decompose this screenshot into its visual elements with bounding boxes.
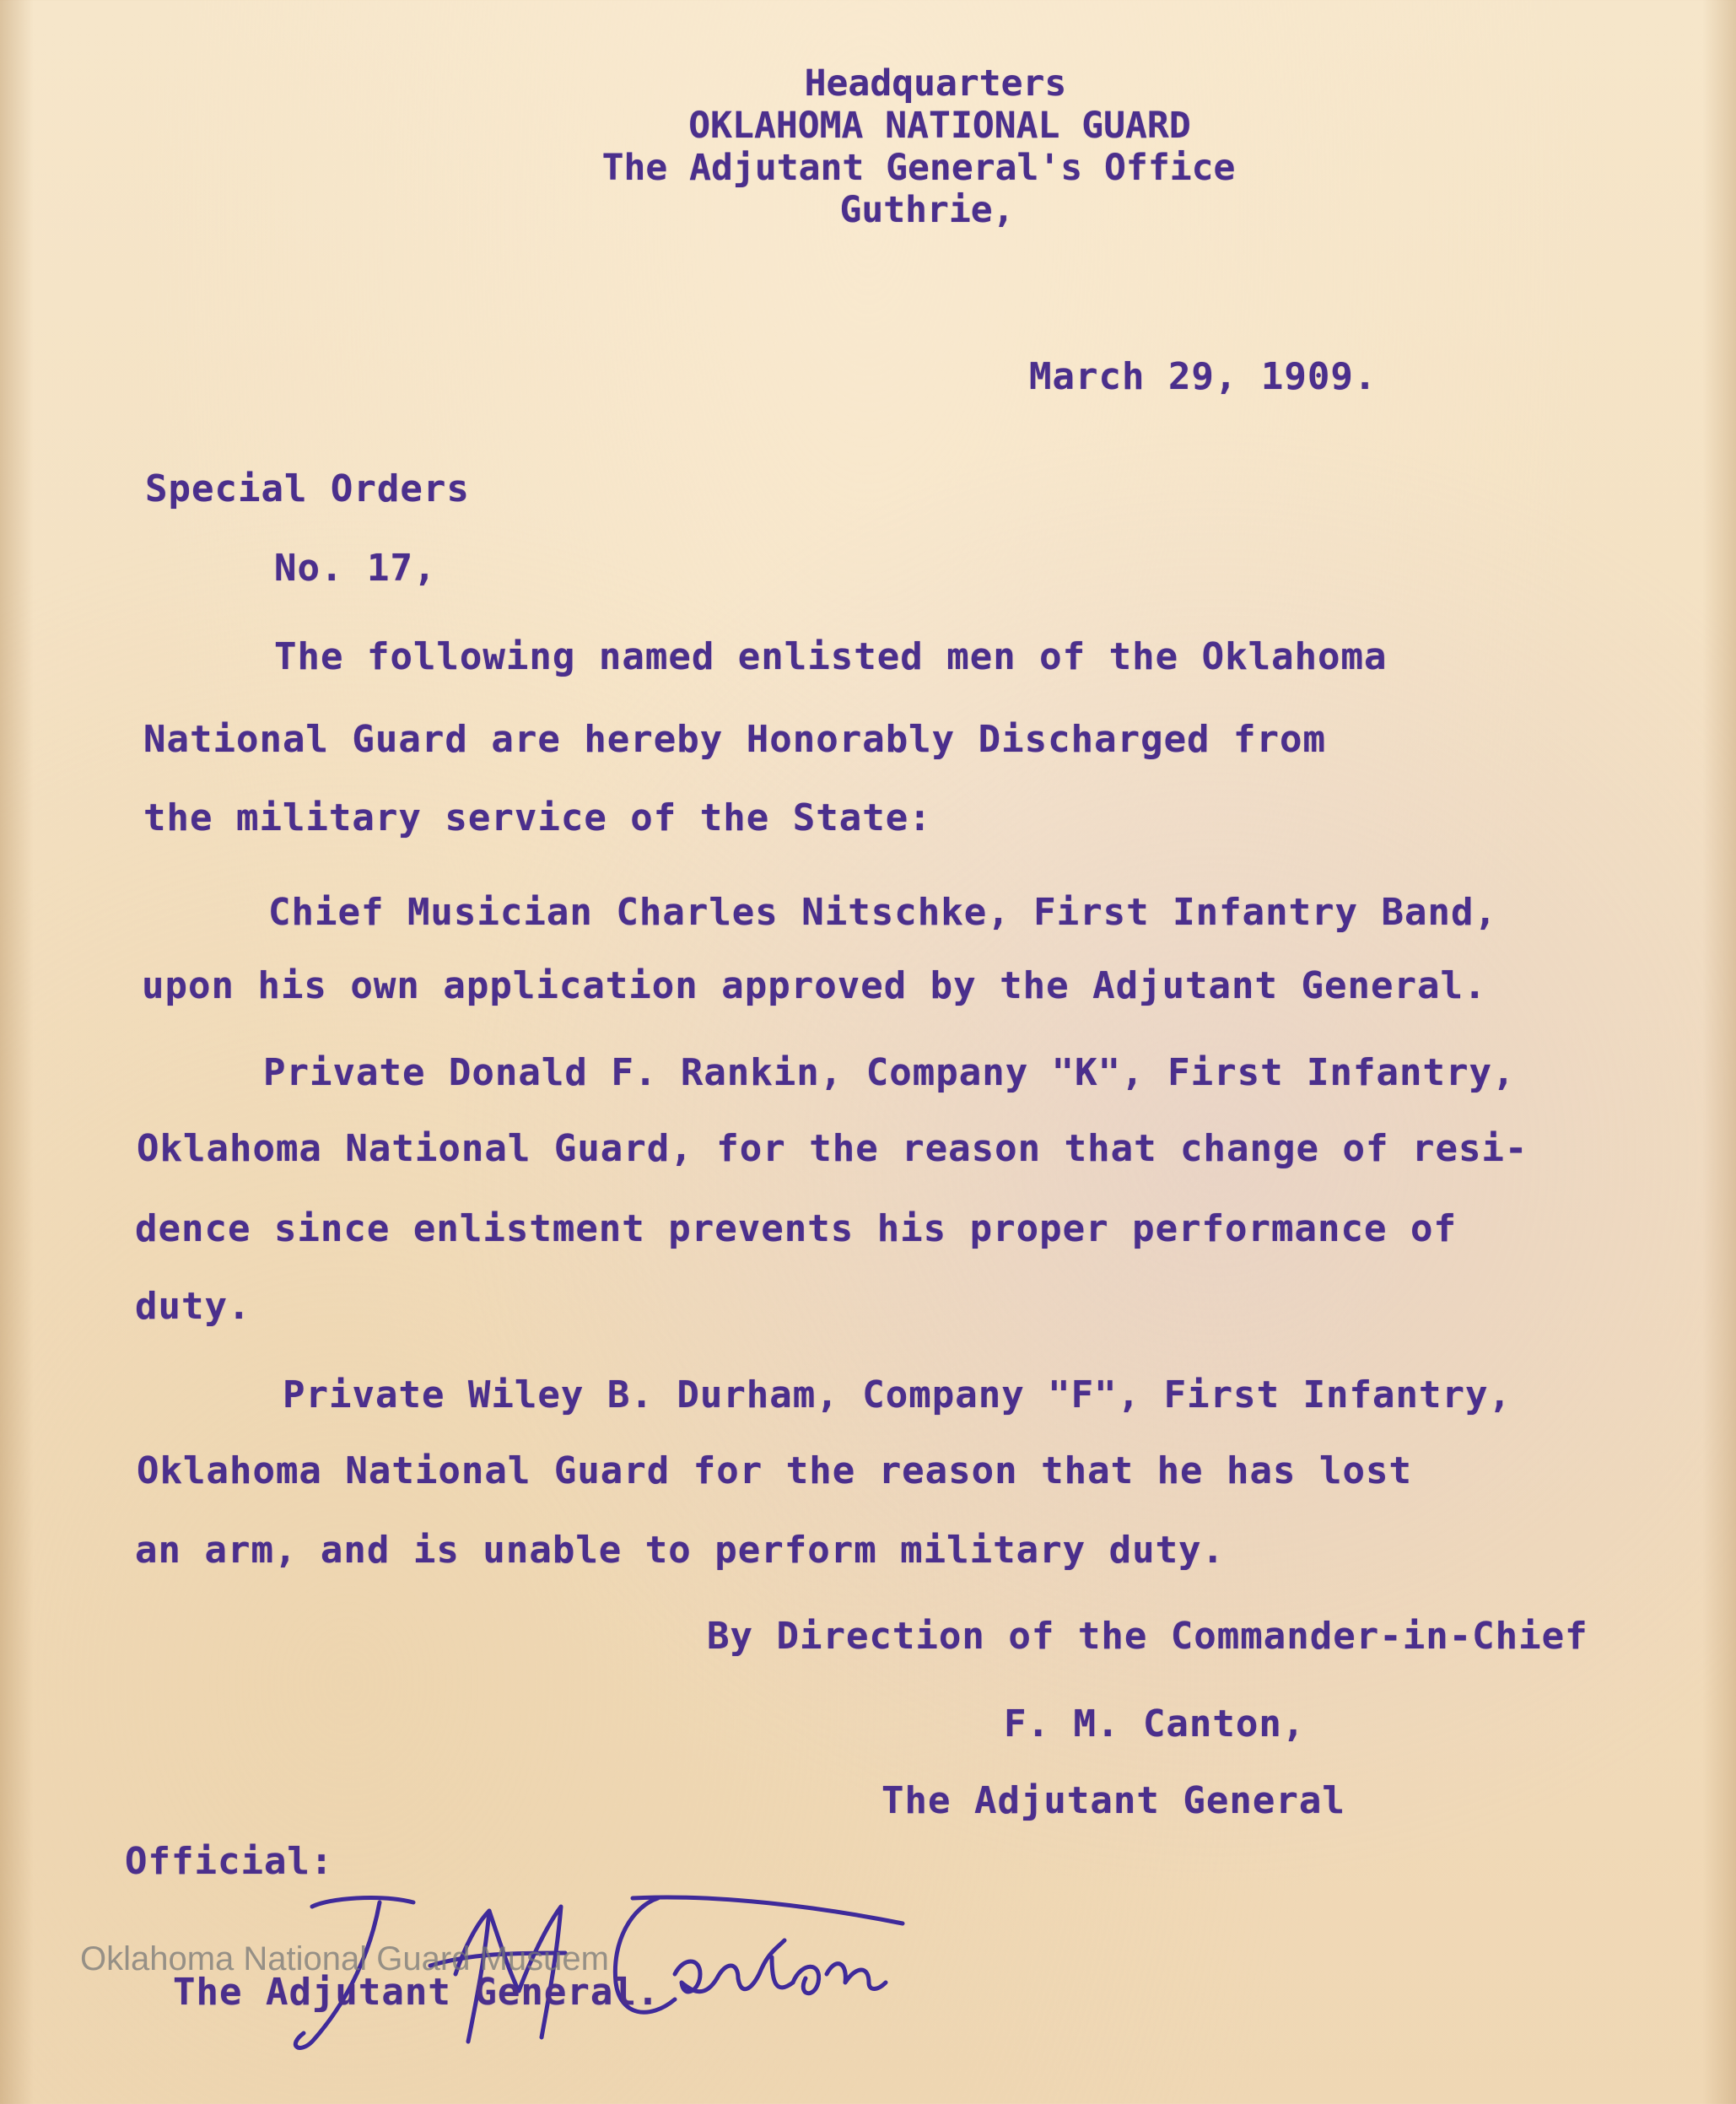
- entry2-line-4: duty.: [135, 1285, 251, 1328]
- entry1-line-1: Chief Musician Charles Nitschke, First Infantry Band,: [268, 891, 1497, 934]
- entry1-line-2: upon his own application approved by the Adjutant General.: [142, 964, 1487, 1007]
- document-date: March 29, 1909.: [1029, 355, 1377, 398]
- entry2-line-3: dence since enlistment prevents his proper performance of: [135, 1207, 1457, 1250]
- official-title: The Adjutant General.: [173, 1971, 660, 2014]
- closing-title: The Adjutant General: [881, 1779, 1345, 1822]
- closing-name: F. M. Canton,: [1004, 1702, 1306, 1745]
- entry2-line-1: Private Donald F. Rankin, Company "K", First Infantry,: [263, 1051, 1516, 1094]
- orders-title: Special Orders: [145, 467, 470, 510]
- intro-line-2: National Guard are hereby Honorably Discharged from: [143, 718, 1327, 761]
- entry3-line-3: an arm, and is unable to perform military duty.: [135, 1529, 1226, 1572]
- entry3-line-2: Oklahoma National Guard for the reason that he has lost: [137, 1449, 1412, 1492]
- orders-number: No. 17,: [274, 547, 437, 590]
- intro-line-1: The following named enlisted men of the Oklahoma: [274, 635, 1388, 678]
- paper-edge-right: [1702, 0, 1736, 2104]
- entry3-line-1: Private Wiley B. Durham, Company "F", First Infantry,: [283, 1373, 1512, 1416]
- entry2-line-2: Oklahoma National Guard, for the reason that change of resi-: [137, 1127, 1528, 1170]
- letterhead-line-3: The Adjutant General's Office: [601, 147, 1236, 189]
- letterhead-line-1: Headquarters: [804, 62, 1067, 105]
- paper-edge-left: [0, 0, 34, 2104]
- official-label: Official:: [125, 1840, 334, 1883]
- museum-watermark: Oklahoma National Guard Musuem: [80, 1940, 609, 1977]
- letterhead-line-2: OKLAHOMA NATIONAL GUARD: [688, 105, 1191, 147]
- intro-line-3: the military service of the State:: [143, 796, 932, 839]
- closing-direction: By Direction of the Commander-in-Chief: [707, 1615, 1588, 1658]
- letterhead-line-4: Guthrie,: [839, 189, 1015, 231]
